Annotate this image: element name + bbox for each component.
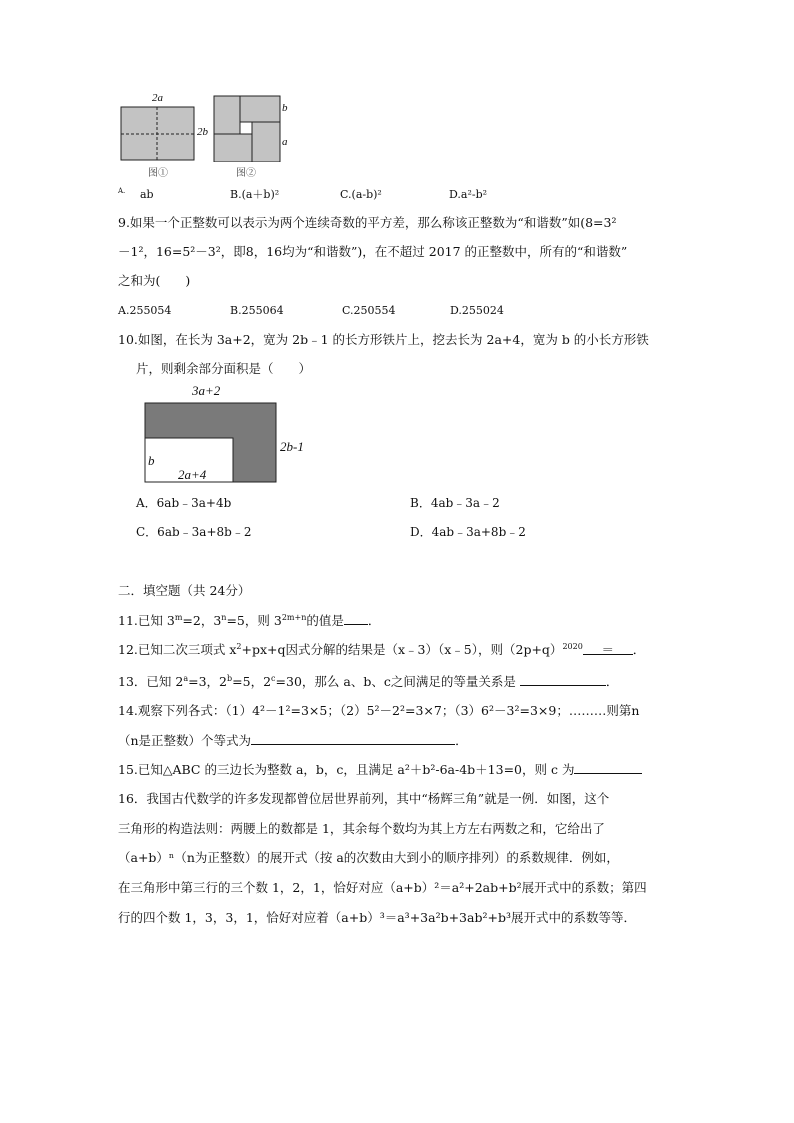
q10-line-2: 片，则剩余部分面积是（ ） (136, 361, 312, 376)
fig1-caption: 图① (148, 168, 168, 179)
q10-figure (140, 383, 320, 483)
q12-end: ． (632, 642, 646, 657)
question-13 (118, 673, 618, 690)
fig1-top-label: 2a (152, 92, 163, 104)
fig1-rectangle (118, 104, 198, 162)
q11-exp-n: n (221, 612, 227, 622)
fig2-label-b: b (282, 102, 288, 114)
q10-line-1: 10.如图，在长为 3a+2，宽为 2b﹣1 的长方形铁片上，挖去长为 2a+4，宽为 b 的小长方形铁 (118, 332, 649, 347)
q13-mid3: =30，那么 a、b、c之间满足的等量关系是 (275, 674, 516, 689)
q8-option-a: ab (140, 188, 154, 201)
q16-line-2: 三角形的构造法则：两腰上的数都是 1，其余每个数均为其上方左右两数之和，它给出了 (118, 821, 605, 836)
q14-answer-blank[interactable] (251, 732, 455, 745)
q13-exp-b: b (227, 673, 233, 683)
section-2-title: 二．填空题（共 24分） (118, 583, 251, 598)
q9-option-c: C.250554 (342, 304, 396, 317)
q8-options (118, 187, 678, 203)
q15-text: 15.已知△ABC 的三边长为整数 a，b，c，且满足 a²＋b²-6a-4b＋13=0，则 c 为 (118, 762, 575, 777)
q12-exp-2: 2 (236, 641, 242, 651)
q16-line-4: 在三角形中第三行的三个数 1，2，1，恰好对应（a+b）²＝a²+2ab+b²展开式中的系数；第四 (118, 880, 647, 895)
q10-fig-right-label: 2b-1 (280, 439, 304, 454)
q11-mid1: =2，3 (182, 613, 222, 628)
q11-exp-sum: 2m+n (281, 612, 307, 622)
q13-mid2: =5，2 (232, 674, 272, 689)
q10-fig-inner-bottom: 2a+4 (178, 467, 207, 482)
q9-option-d: D.255024 (450, 304, 504, 317)
figure-q8 (118, 90, 298, 180)
q13-exp-a: a (183, 673, 189, 683)
q13-end: ． (605, 674, 619, 689)
fig2-label-a: a (282, 136, 288, 148)
fig2-square (212, 94, 282, 162)
q10-fig-inner-b: b (148, 453, 155, 468)
q11-suffix: 的值是 (306, 613, 344, 628)
question-12 (118, 642, 645, 658)
q13-mid1: =3，2 (188, 674, 228, 689)
fig1-right-label: 2b (197, 126, 208, 138)
q14-line-1: 14.观察下列各式：（1）4²－1²=3×5；（2）5²－2²=3×7；（3）6²－3²=3×9；………则第n (118, 703, 640, 718)
q11-end: ． (367, 613, 381, 628)
q12-mid: +px+q因式分解的结果是（x﹣3）（x﹣5），则（2p+q） (241, 642, 563, 657)
q8-option-a-marker: A. (118, 187, 126, 195)
q13-answer-blank[interactable] (520, 673, 606, 686)
q14-end: ． (455, 733, 468, 748)
q16-line-1: 16．我国古代数学的许多发现都曾位居世界前列，其中“杨辉三角”就是一例．如图，这个 (118, 791, 610, 806)
q11-mid2: =5，则 3 (226, 613, 282, 628)
q9-option-b: B.255064 (230, 304, 284, 317)
q8-option-c: C.(a-b)² (340, 188, 382, 201)
q14-line-2 (118, 732, 468, 749)
q12-prefix: 12.已知二次三项式 x (118, 642, 237, 657)
q9-option-a: A.255054 (118, 304, 172, 317)
q11-exp-m: m (174, 612, 183, 622)
fig2-caption: 图② (236, 168, 256, 179)
q15-answer-blank[interactable] (574, 761, 642, 774)
q9-line-3: 之和为( ) (118, 273, 191, 288)
q12-exp: 2020 (562, 641, 583, 651)
q10-fig-rect (144, 402, 280, 484)
q9-line-1: 9.如果一个正整数可以表示为两个连续奇数的平方差，那么称该正整数为“和谐数”如(8=3² (118, 215, 617, 230)
q13-prefix: 13．已知 2 (118, 674, 184, 689)
q10-fig-top-label: 3a+2 (192, 383, 221, 398)
q16-line-3: （a+b）ⁿ（n为正整数）的展开式（按 a的次数由大到小的顺序排列）的系数规律．例如， (118, 850, 619, 865)
q10-option-c: C．6ab﹣3a+8b﹣2 (136, 525, 252, 539)
question-15 (118, 761, 642, 778)
q16-line-5: 行的四个数 1，3，3，1，恰好对应着（a+b）³＝a³+3a²b+3ab²+b³展开式中的系数等等． (118, 910, 636, 925)
q14-line-2-prefix: （n是正整数）个等式为 (118, 733, 252, 748)
q11-prefix: 11.已知 3 (118, 613, 175, 628)
q8-option-d: D.a²-b² (449, 188, 488, 201)
q8-option-b: B.(a＋b)² (230, 188, 280, 201)
q12-answer-blank[interactable] (583, 642, 633, 655)
q10-option-a: A．6ab﹣3a+4b (136, 496, 232, 510)
question-11 (118, 612, 380, 629)
q9-line-2: －1²，16=5²－3²，即8，16均为“和谐数”)，在不超过 2017 的正整数中，所有的“和谐数” (118, 244, 628, 259)
q12-eq: ＝ (601, 642, 615, 657)
q10-option-b: B．4ab﹣3a﹣2 (410, 496, 500, 510)
q13-exp-c: c (271, 673, 276, 683)
q10-option-d: D．4ab﹣3a+8b﹣2 (410, 525, 526, 539)
q11-answer-blank[interactable] (344, 612, 368, 625)
